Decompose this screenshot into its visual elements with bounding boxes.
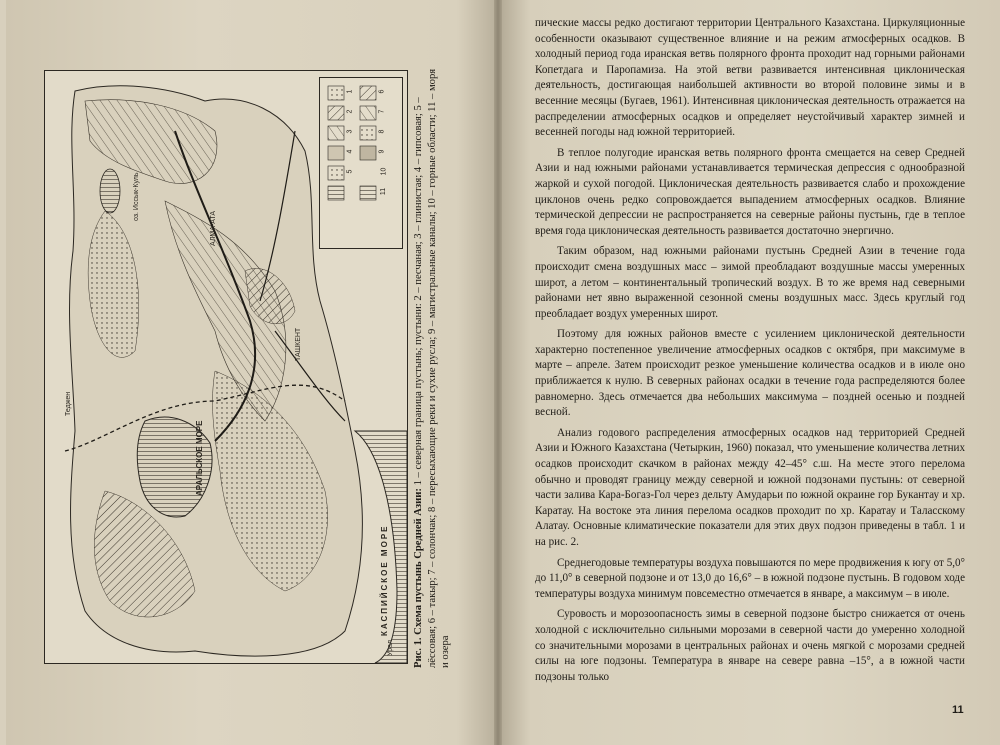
- legend-num-8: 8: [378, 129, 386, 134]
- legend-num-9: 9: [378, 149, 386, 154]
- paragraph-1: пические массы редко достигают территории Центрального Казахстана. Циркуляционные особенности оказывают существенное влияние и на режим атмосферных осадков. В холодный период года иранская ветвь полярного фронта проходит над горными районами Копетдага и Паропамиза. На этой ветви развивается интенсивная циклоническая деятельность, достигающая наибольшей активности во второй половине зимы и в весенние месяцы (Бугаев, 1961). Интенсивная циклоническая деятельность отражается на распределении атмосферных осадков и определяет неустойчивый характер зимней и весенней погоды над южной территорией.: [535, 17, 965, 139]
- paragraph-3: Таким образом, над южными районами пустынь Средней Азии в течение года происходит смена воздушных масс – зимой преобладают воздушные массы умеренных широт, а летом – континентальный тропический воздух. В то же время над северными районами нет явно выраженной сезонной смены воздушных масс. Здесь круглый год преобладает воздух умеренных широт.: [535, 245, 965, 320]
- label-aral-sea: АРАЛЬСКОЕ МОРЕ: [195, 420, 204, 496]
- map-legend: [319, 77, 403, 249]
- figure-caption: [412, 68, 472, 668]
- legend-swatches: [320, 78, 402, 248]
- paragraph-6: Среднегодовые температуры воздуха повышаются по мере продвижения к югу от 5,0° до 11,0° в северной подзоне и от 13,0 до 16,6° – в южной подзоне пустынь. В годовом ходе температуры воздуха минимум повсеместно отмечается в январе, а максимум – в июле.: [535, 556, 965, 600]
- label-ural: Урал: [387, 639, 394, 656]
- legend-num-3: 3: [346, 129, 354, 134]
- page-number: 11: [952, 704, 964, 716]
- paragraph-4: Поэтому для южных районов вместе с усилением циклонической деятельности характерно постепенное увеличение атмосферных осадков с октября, при максимуме в марте – апреле. Затем происходит резкое уменьшение количества осадков и в июле оно приближается к нулю. В северных районах осадки в течение года распределяются более равномерно. Здесь отмечается два небольших максимума – поздней осенью и поздней весной.: [535, 328, 965, 419]
- label-tashkent: ТАШКЕНТ: [295, 327, 302, 361]
- legend-num-2: 2: [346, 109, 354, 114]
- legend-num-1: 1: [346, 89, 354, 94]
- paragraph-7: Суровость и морозоопасность зимы в северной подзоне быстро снижается от очень холодной с исключительно сильными морозами в северной части до умеренно холодной со значительными морозами в центральных районах и очень мягкой с морозами средней силы на юге подзоны. Температура в январе на севере равна –15°, а в южной части подзоны только: [535, 608, 965, 683]
- legend-num-11: 11: [380, 187, 388, 196]
- label-tedzhen: Теджен: [65, 391, 72, 416]
- legend-num-7: 7: [378, 109, 386, 114]
- book-gutter: [494, 0, 502, 745]
- label-issyk-kul: оз. Иссык-Куль: [133, 172, 140, 221]
- paragraph-2: В теплое полугодие иранская ветвь полярного фронта смещается на север Средней Азии и над южными районами устанавливается термическая депрессия с однообразной жаркой и сухой погодой. Циклоническая деятельность развивается слабо и прохождение циклонов очень редко сопровождается выпадением атмосферных осадков. Влияние термической депрессии не распространяется на северные районы пустынь, где в теплое время года циклоническая деятельность развивается достаточно энергично.: [535, 146, 965, 237]
- label-alma-ata: АЛМА-АТА: [210, 210, 217, 246]
- legend-num-4: 4: [346, 149, 354, 154]
- caption-title: Рис. 1. Схема пустынь Средней Азии:: [413, 488, 424, 668]
- desert-map: [44, 70, 408, 664]
- label-caspian-sea: КАСПИЙСКОЕ МОРЕ: [380, 524, 389, 636]
- body-text: [535, 16, 965, 685]
- legend-num-5: 5: [346, 169, 354, 174]
- caption-body: 1 – северная граница пустынь; пустыни: 2 – песчаная; 3 – глинистая; 4 – гипсовая; 5 – лёссовая; 6 – такыр; 7 – солончак; 8 – пересыхающие реки и сухие русла; 9 – магистральные каналы; 10 – горные области; 11 – моря и озера: [413, 68, 451, 668]
- legend-num-6: 6: [378, 89, 386, 94]
- paragraph-5: Анализ годового распределения атмосферных осадков над территорией Средней Азии и Южного Казахстана (Четыркин, 1960) показал, что уменьшение количества летних осадков происходит скачком в районах между 42–45° с.ш. На месте этого перелома обычно и проводят границу между северной и южной подзонами пустынь: от северной части залива Кара-Богаз-Гол через дельту Амударьи по южной окраине гор Букантау и хр. Каратау. На востоке эта линия перелома осадков проходит по хр. Каратау и Таласскому Алатау. Основные климатические показатели для этих двух подзон приведены в табл. 1 и на рис. 2.: [535, 426, 965, 548]
- legend-num-10: 10: [380, 167, 388, 176]
